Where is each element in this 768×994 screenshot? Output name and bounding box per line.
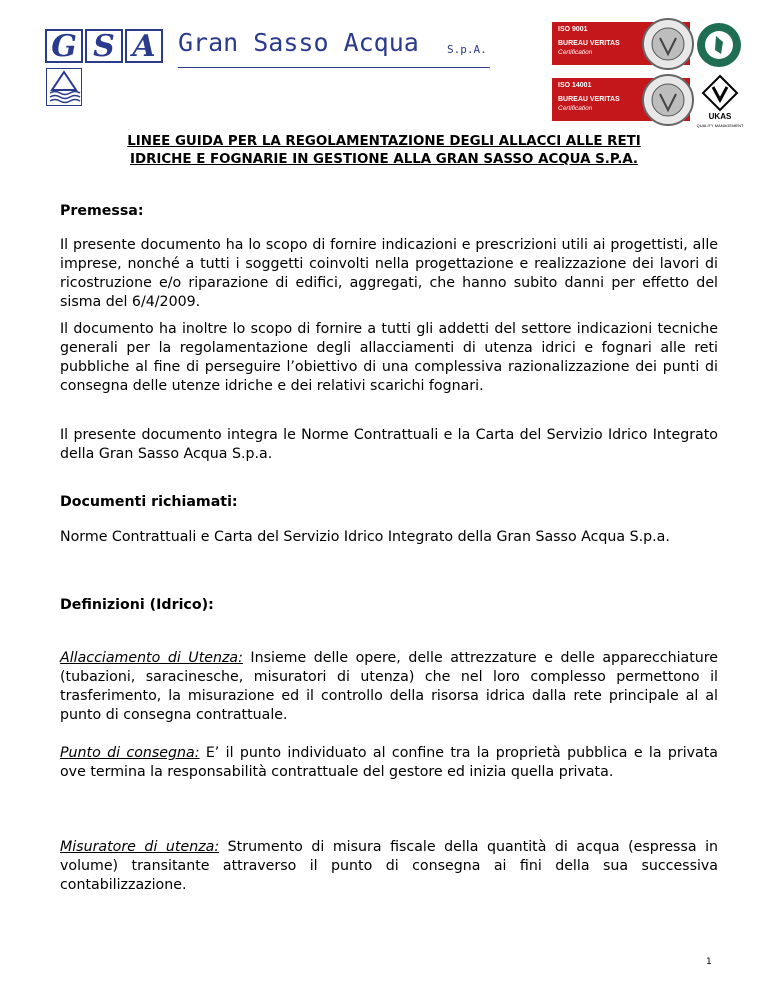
cert-body: BUREAU VERITAS: [558, 96, 620, 103]
page-number: 1: [706, 957, 712, 967]
documenti-heading: Documenti richiamati:: [60, 494, 238, 510]
logo-letter-s: S: [85, 29, 123, 63]
premessa-heading: Premessa:: [60, 203, 144, 219]
logo-letter-g: G: [45, 29, 83, 63]
logo-letter-a: A: [125, 29, 163, 63]
definizioni-heading: Definizioni (Idrico):: [60, 597, 214, 613]
ukas-sub: QUALITY MANAGEMENT: [696, 123, 744, 128]
logo-letters: [45, 29, 165, 63]
title-line-2: IDRICHE E FOGNARIE IN GESTIONE ALLA GRAN SASSO ACQUA S.P.A.: [129, 152, 639, 167]
cert-body: BUREAU VERITAS: [558, 40, 620, 47]
documenti-paragraph: Norme Contrattuali e Carta del Servizio Idrico Integrato della Gran Sasso Acqua S.p.a.: [60, 529, 670, 545]
premessa-paragraph-2: Il documento ha inoltre lo scopo di fornire a tutti gli addetti del settore indicazioni tecniche generali per la regolamentazione degli allacciamenti di utenza idrici e fognari alle reti pubbliche al fine di perseguire l’obiettivo di una complessiva razionalizzazione dei punti di consegna delle utenze idriche e dei relativi scarichi fognari.: [60, 321, 718, 394]
cert-label: Certification: [558, 49, 593, 56]
definition-text: E’ il punto individuato al confine tra la proprietà pubblica e la privata ove termina la responsabilità contrattuale del gestore ed inizia quella privata.: [60, 745, 718, 780]
company-name: Gran Sasso Acqua: [178, 28, 419, 57]
document-title: [60, 133, 708, 169]
cert-label: Certification: [558, 105, 593, 112]
accredia-logo-icon: [696, 22, 742, 68]
title-line-1: LINEE GUIDA PER LA REGOLAMENTAZIONE DEGLI ALLACCI ALLE RETI: [127, 134, 641, 149]
header-divider: [178, 67, 490, 68]
definition-misuratore: [60, 838, 718, 895]
cert-standard: ISO 14001: [558, 82, 592, 89]
ukas-label: UKAS: [708, 112, 732, 121]
definition-term: Punto di consegna:: [60, 745, 200, 761]
bureau-veritas-seal-icon: [640, 16, 696, 72]
iso-14001-certification-badge: [552, 78, 690, 121]
water-wave-logo-icon: [46, 68, 82, 106]
definition-term: Misuratore di utenza:: [60, 839, 220, 855]
premessa-paragraph-1: Il presente documento ha lo scopo di fornire indicazioni e prescrizioni utili ai progettisti, alle imprese, nonché a tutti i soggetti coinvolti nella progettazione e realizzazione dei lavori di ricostruzione e/o riparazione di edifici, aggregati, che hanno subito danni per effetto del sisma del 6/4/2009.: [60, 237, 718, 310]
iso-9001-certification-badge: [552, 22, 690, 65]
bureau-veritas-seal-icon: [640, 72, 696, 128]
premessa-paragraph-3: Il presente documento integra le Norme Contrattuali e la Carta del Servizio Idrico Integrato della Gran Sasso Acqua S.p.a.: [60, 427, 718, 462]
definition-term: Allacciamento di Utenza:: [60, 650, 243, 666]
cert-standard: ISO 9001: [558, 26, 588, 33]
definition-punto-consegna: [60, 744, 718, 782]
ukas-logo-icon: [696, 74, 744, 130]
definition-text: Insieme delle opere, delle attrezzature e delle apparecchiature (tubazioni, saracinesche, misuratori di utenza) che nel loro complesso permettono il trasferimento, la misurazione ed il controllo della risorsa idrica dalla rete principale al al punto di consegna contrattuale.: [60, 650, 719, 723]
definition-allacciamento: [60, 649, 718, 725]
definition-text: Strumento di misura fiscale della quantità di acqua (espressa in volume) transitante attraverso il punto di consegna ai fini della sua successiva contabilizzazione.: [60, 839, 718, 893]
company-suffix: S.p.A.: [447, 43, 487, 56]
